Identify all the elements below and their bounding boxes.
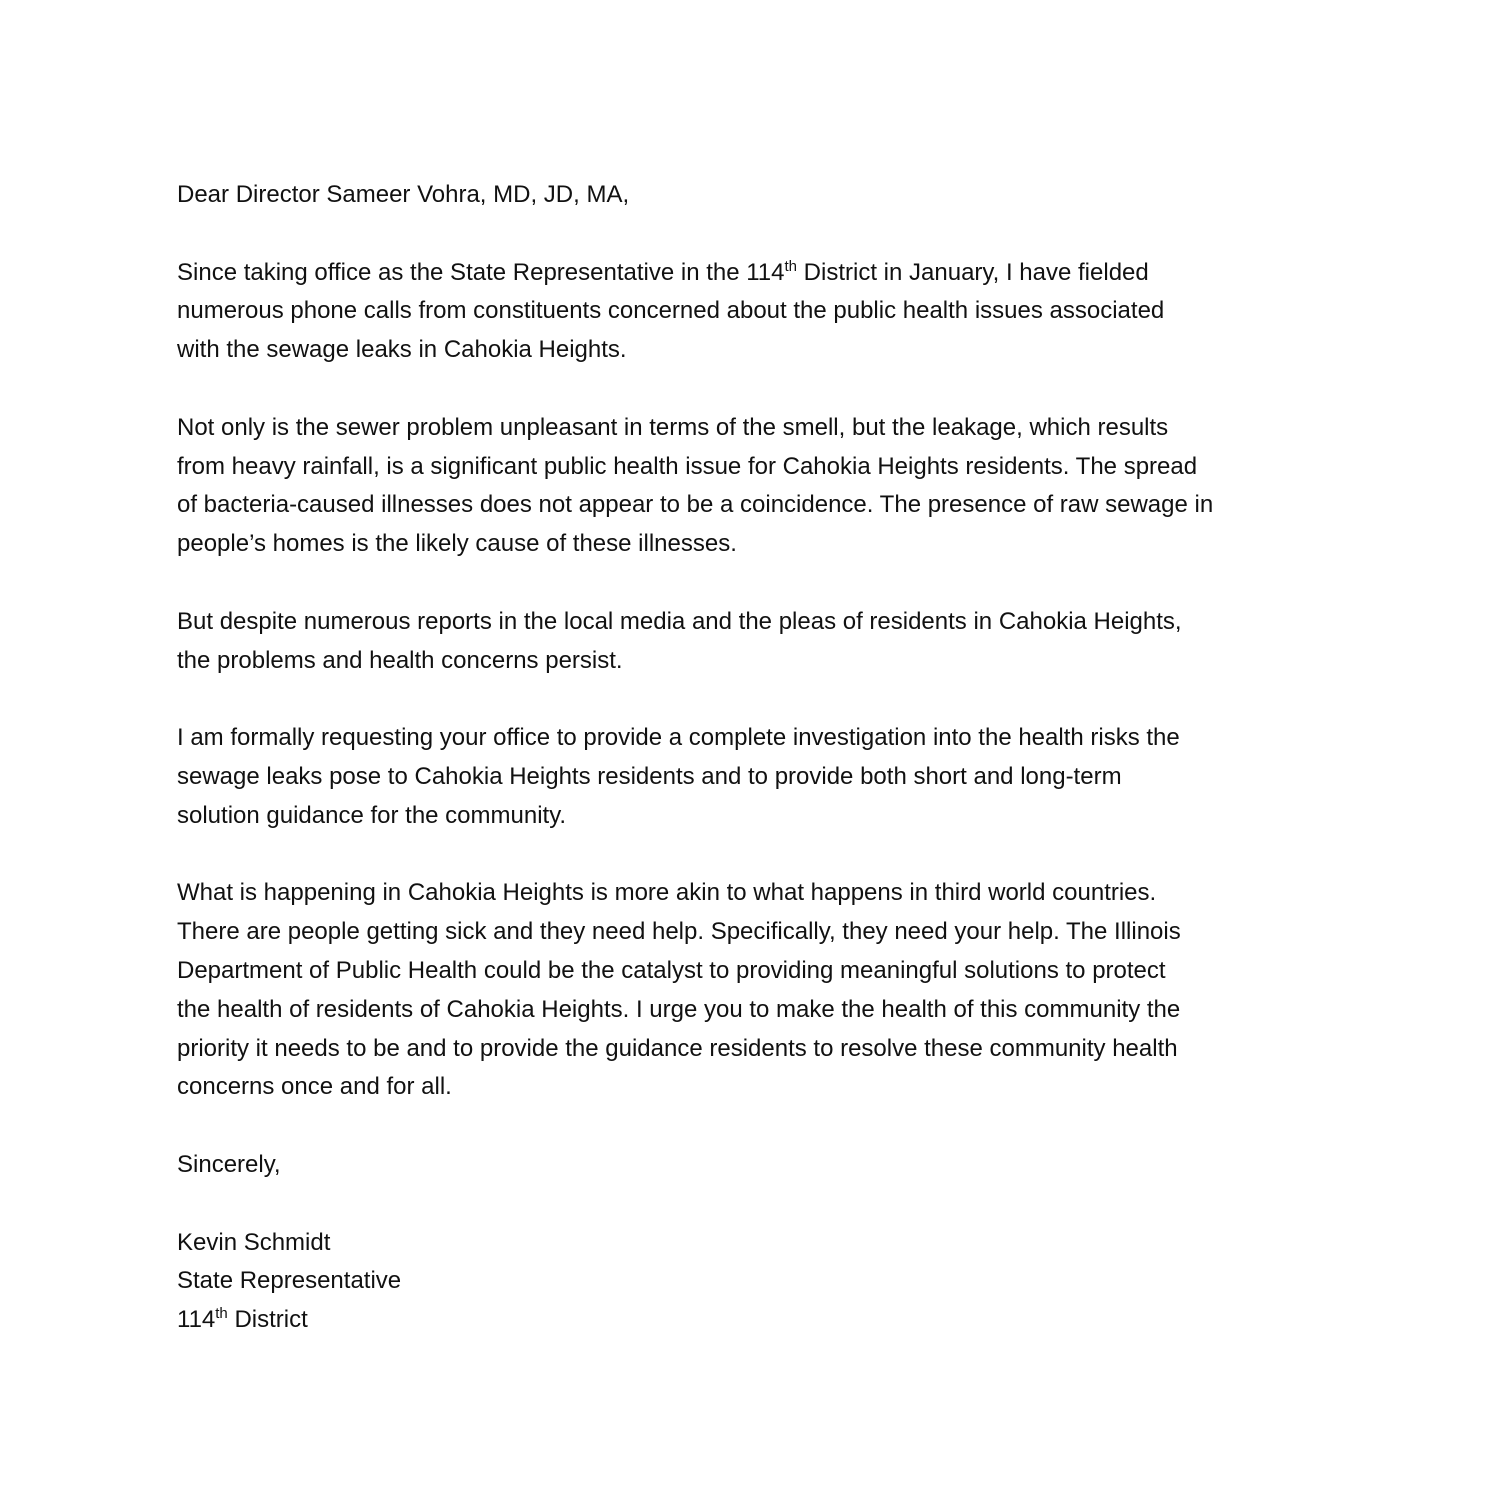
signer-title: State Representative — [177, 1267, 402, 1295]
paragraph-line: the problems and health concerns persist. — [177, 646, 623, 674]
paragraph-1 — [177, 254, 1377, 370]
spacer — [177, 370, 1377, 409]
salutation: Dear Director Sameer Vohra, MD, JD, MA, — [177, 181, 630, 208]
paragraph-line: What is happening in Cahokia Heights is more akin to what happens in third world countries. — [177, 879, 1157, 907]
paragraph-line: But despite numerous reports in the local media and the pleas of residents in Cahokia Heights, — [177, 607, 1182, 635]
paragraph-line: numerous phone calls from constituents concerned about the public health issues associated — [177, 297, 1165, 325]
text: 114 — [177, 1306, 216, 1334]
paragraph-line: the health of residents of Cahokia Heights. I urge you to make the health of this community the — [177, 995, 1181, 1023]
spacer — [177, 680, 1377, 719]
paragraph-line: of bacteria-caused illnesses does not appear to be a coincidence. The presence of raw sewage in — [177, 491, 1214, 519]
paragraph-5 — [177, 874, 1377, 1107]
spacer — [177, 1185, 1377, 1224]
paragraph-line: people’s homes is the likely cause of these illnesses. — [177, 530, 737, 558]
spacer — [177, 1107, 1377, 1146]
spacer — [177, 836, 1377, 875]
paragraph-line: from heavy rainfall, is a significant public health issue for Cahokia Heights residents. The spread — [177, 452, 1198, 480]
superscript: th — [215, 1305, 228, 1323]
paragraph-line — [177, 254, 1377, 293]
paragraph-4 — [177, 719, 1377, 835]
letter-body — [177, 176, 1377, 1340]
spacer — [177, 564, 1377, 603]
paragraph-2 — [177, 409, 1377, 564]
signer-district — [177, 1301, 1377, 1340]
paragraph-line: sewage leaks pose to Cahokia Heights residents and to provide both short and long-term — [177, 762, 1122, 790]
paragraph-line: I am formally requesting your office to provide a complete investigation into the health risks the — [177, 724, 1180, 752]
signature-block — [177, 1224, 1377, 1340]
closing: Sincerely, — [177, 1150, 281, 1178]
paragraph-line: concerns once and for all. — [177, 1073, 452, 1101]
text: District in January, I have fielded — [797, 258, 1149, 286]
superscript: th — [784, 257, 798, 275]
paragraph-line: with the sewage leaks in Cahokia Heights. — [177, 336, 627, 364]
paragraph-line: Not only is the sewer problem unpleasant in terms of the smell, but the leakage, which results — [177, 413, 1169, 441]
paragraph-line: Department of Public Health could be the catalyst to providing meaningful solutions to protect — [177, 956, 1166, 984]
paragraph-line: There are people getting sick and they need help. Specifically, they need your help. The Illinois — [177, 918, 1181, 946]
text: District — [227, 1306, 308, 1334]
paragraph-line: priority it needs to be and to provide the guidance residents to resolve these community health — [177, 1034, 1178, 1062]
spacer — [177, 215, 1377, 254]
signer-name: Kevin Schmidt — [177, 1228, 331, 1256]
paragraph-3 — [177, 603, 1377, 681]
text: Since taking office as the State Representative in the 114 — [177, 258, 785, 286]
paragraph-line: solution guidance for the community. — [177, 801, 567, 829]
